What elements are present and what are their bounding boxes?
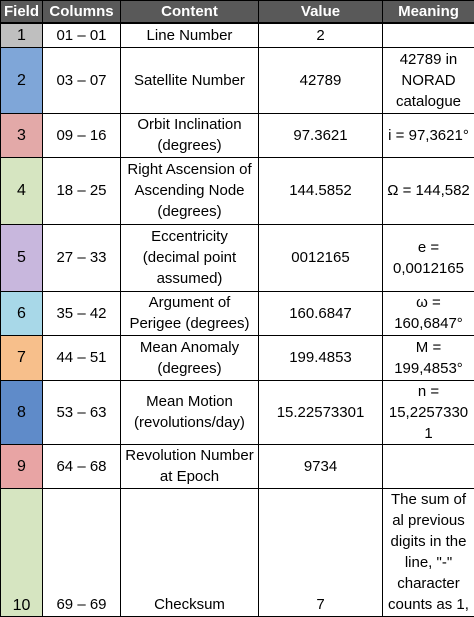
- table-row: [1, 113, 474, 157]
- columns-cell: 69 – 69: [43, 488, 121, 616]
- content-cell: Revolution Number at Epoch: [121, 444, 259, 488]
- content-cell: Line Number: [121, 23, 259, 47]
- columns-cell: 01 – 01: [43, 23, 121, 47]
- field-number-cell: 2: [1, 47, 43, 113]
- value-cell: 160.6847: [259, 291, 383, 335]
- table-row: [1, 335, 474, 380]
- content-cell: Argument of Perigee (degrees): [121, 291, 259, 335]
- table-row: [1, 488, 474, 616]
- content-cell: Mean Anomaly (degrees): [121, 335, 259, 380]
- header-field: Field: [1, 1, 43, 24]
- content-cell: Checksum: [121, 488, 259, 616]
- value-cell: 7: [259, 488, 383, 616]
- value-cell: 15.22573301: [259, 380, 383, 444]
- header-columns: Columns: [43, 1, 121, 24]
- header-content: Content: [121, 1, 259, 24]
- meaning-cell: [383, 23, 474, 47]
- columns-cell: 53 – 63: [43, 380, 121, 444]
- value-cell: 144.5852: [259, 157, 383, 224]
- value-cell: 2: [259, 23, 383, 47]
- table-row: [1, 224, 474, 291]
- field-number-cell: 4: [1, 157, 43, 224]
- columns-cell: 27 – 33: [43, 224, 121, 291]
- value-cell: 42789: [259, 47, 383, 113]
- meaning-cell: n = 15,22573301: [383, 380, 474, 444]
- header-value: Value: [259, 1, 383, 24]
- header-row: [1, 1, 474, 24]
- content-cell: Mean Motion (revolutions/day): [121, 380, 259, 444]
- table-row: [1, 444, 474, 488]
- meaning-cell: [383, 444, 474, 488]
- content-cell: Eccentricity (decimal point assumed): [121, 224, 259, 291]
- columns-cell: 09 – 16: [43, 113, 121, 157]
- meaning-cell: M = 199,4853°: [383, 335, 474, 380]
- field-number-cell: 7: [1, 335, 43, 380]
- columns-cell: 18 – 25: [43, 157, 121, 224]
- content-cell: Right Ascension of Ascending Node (degrees): [121, 157, 259, 224]
- columns-cell: 64 – 68: [43, 444, 121, 488]
- field-number-cell: 3: [1, 113, 43, 157]
- field-number-cell: 5: [1, 224, 43, 291]
- field-number-cell: 8: [1, 380, 43, 444]
- meaning-cell: Ω = 144,582: [383, 157, 474, 224]
- field-number-cell: 9: [1, 444, 43, 488]
- meaning-cell: ω = 160,6847°: [383, 291, 474, 335]
- table-row: [1, 291, 474, 335]
- meaning-cell: e = 0,0012165: [383, 224, 474, 291]
- meaning-cell: The sum of al previous digits in the line, "-" character counts as 1,: [383, 488, 474, 616]
- columns-cell: 03 – 07: [43, 47, 121, 113]
- meaning-cell: 42789 in NORAD catalogue: [383, 47, 474, 113]
- content-cell: Satellite Number: [121, 47, 259, 113]
- value-cell: 97.3621: [259, 113, 383, 157]
- table-row: [1, 23, 474, 47]
- content-cell: Orbit Inclination (degrees): [121, 113, 259, 157]
- value-cell: 199.4853: [259, 335, 383, 380]
- columns-cell: 35 – 42: [43, 291, 121, 335]
- header-meaning: Meaning: [383, 1, 474, 24]
- field-number-cell: 6: [1, 291, 43, 335]
- meaning-cell: i = 97,3621°: [383, 113, 474, 157]
- value-cell: 9734: [259, 444, 383, 488]
- field-number-cell: 10: [1, 488, 43, 616]
- table-row: [1, 47, 474, 113]
- value-cell: 0012165: [259, 224, 383, 291]
- table-row: [1, 157, 474, 224]
- field-number-cell: 1: [1, 23, 43, 47]
- columns-cell: 44 – 51: [43, 335, 121, 380]
- table-row: [1, 380, 474, 444]
